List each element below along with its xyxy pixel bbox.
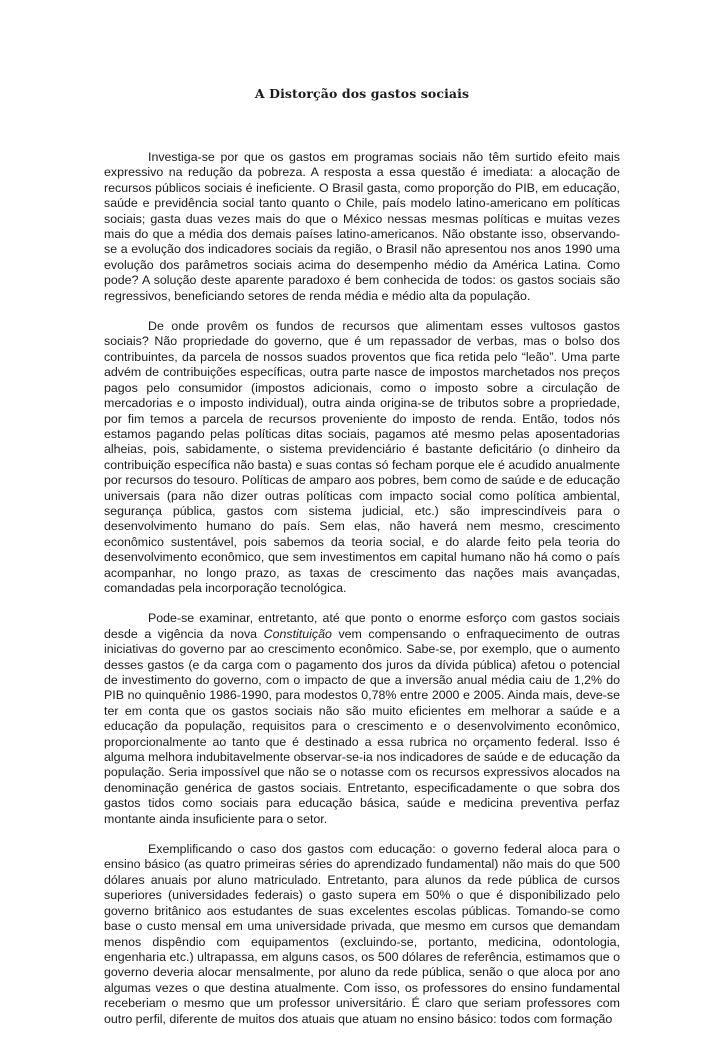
paragraph-3-text-before: Pode-se examinar, entretanto, até que ponto o enorme esforço com gastos sociais desde a vigência da nova bbox=[104, 611, 620, 641]
document-title: A Distorção dos gastos sociais bbox=[254, 86, 470, 101]
paragraph-4: Exemplificando o caso dos gastos com educação: o governo federal aloca para o ensino básico (as quatro primeiras séries do aprendizado fundamental) não mais do que 500 dólares anuais por aluno matriculado. Entretanto, para alunos da rede pública de cursos superiores (universidades federais) o gasto supera em 50% o que é disponibilizado pelo governo britânico aos estudantes de suas excelentes escolas públicas. Tomando-se como base o custo mensal em uma universidade privada, que mesmo em cursos que demandam menos dispêndio com equipamentos (excluindo-se, portanto, medicina, odontologia, engenharia etc.) ultrapassa, em alguns casos, os 500 dólares de referência, estimamos que o governo deveria alocar mensalmente, por aluno da rede pública, senão o que aloca por ano algumas vezes o que destina atualmente. Com isso, os professores do ensino fundamental receberiam o mesmo que um professor universitário. É claro que seriam professores com outro perfil, diferente de muitos dos atuais que atuam no ensino básico: todos com formação bbox=[104, 842, 620, 1026]
paragraph-1: Investiga-se por que os gastos em programas sociais não têm surtido efeito mais expressivo na redução da pobreza. A resposta a essa questão é imediata: a alocação de recursos públicos sociais é ineficiente. O Brasil gasta, como proporção do PIB, em educação, saúde e previdência social tanto quanto o Chile, país modelo latino-americano em políticas sociais; gasta duas vezes mais do que o México nessas mesmas políticas e muitas vezes mais do que a média dos demais países latino-americanos. Não obstante isso, observando-se a evolução dos indicadores sociais da região, o Brasil não apresentou nos anos 1990 uma evolução dos parâmetros sociais acima do desempenho médio da América Latina. Como pode? A solução deste aparente paradoxo é bem conhecida de todos: os gastos sociais são regressivos, beneficiando setores de renda média e médio alta da população. bbox=[104, 150, 620, 303]
document-body bbox=[104, 150, 620, 1042]
paragraph-2: De onde provêm os fundos de recursos que alimentam esses vultosos gastos sociais? Não propriedade do governo, que é um repassador de verbas, mas o bolso dos contribuintes, da parcela de nossos suados proventos que fica retida pelo “leão”. Uma parte advém de contribuições específicas, outra parte nasce de impostos marchetados nos preços pagos pelo consumidor (impostos adicionais, como o imposto sobre a circulação de mercadorias e o imposto individual), outra ainda origina-se de tributos sobre a propriedade, por fim temos a parcela de recursos proveniente do imposto de renda. Então, todos nós estamos pagando pelas políticas ditas sociais, pagamos até mesmo pelas aposentadorias alheias, pois, sabidamente, o sistema previdenciário é bastante deficitário (o dinheiro da contribuição específica não basta) e suas contas só fecham porque ele é acudido anualmente por recursos do tesouro. Políticas de amparo aos pobres, bem como de saúde e de educação universais (para não dizer outras políticas com impacto social como política ambiental, segurança pública, gastos com sistema judicial, etc.) são imprescindíveis para o desenvolvimento humano do país. Sem elas, não haverá nem mesmo, crescimento econômico sustentável, pois sabemos da teoria social, e do alarde feito pela teoria do desenvolvimento econômico, que sem investimentos em capital humano não há como o país acompanhar, no longo prazo, as taxas de crescimento das nações mais avançadas, comandadas pela incorporação tecnológica. bbox=[104, 319, 620, 595]
paragraph-3-text-after: vem compensando o enfraquecimento de outras iniciativas do governo par ao crescimento econômico. Sabe-se, por exemplo, que o aumento desses gastos (e da carga com o pagamento dos juros da dívida pública) afetou o potencial de investimento do governo, com o impacto de que a inversão anual média caiu de 1,2% do PIB no quinquênio 1986-1990, para modestos 0,78% entre 2000 e 2005. Ainda mais, deve-se ter em conta que os gastos sociais não são muito eficientes em melhorar a saúde e a educação da população, requisitos para o crescimento e o desenvolvimento econômico, proporcionalmente ao tanto que é destinado a essa rubrica no orçamento federal. Isso é alguma melhora indubitavelmente observar-se-ia nos indicadores de saúde e de educação da população. Seria impossível que não se o notasse com os recursos expressivos alocados na denominação genérica de gastos sociais. Entretanto, especificadamente o que sobra dos gastos tidos como sociais para educação básica, saúde e medicina preventiva perfaz montante ainda insuficiente para o setor. bbox=[104, 626, 620, 826]
paragraph-3 bbox=[104, 611, 620, 827]
paragraph-3-emphasis: Constituição bbox=[263, 626, 332, 641]
